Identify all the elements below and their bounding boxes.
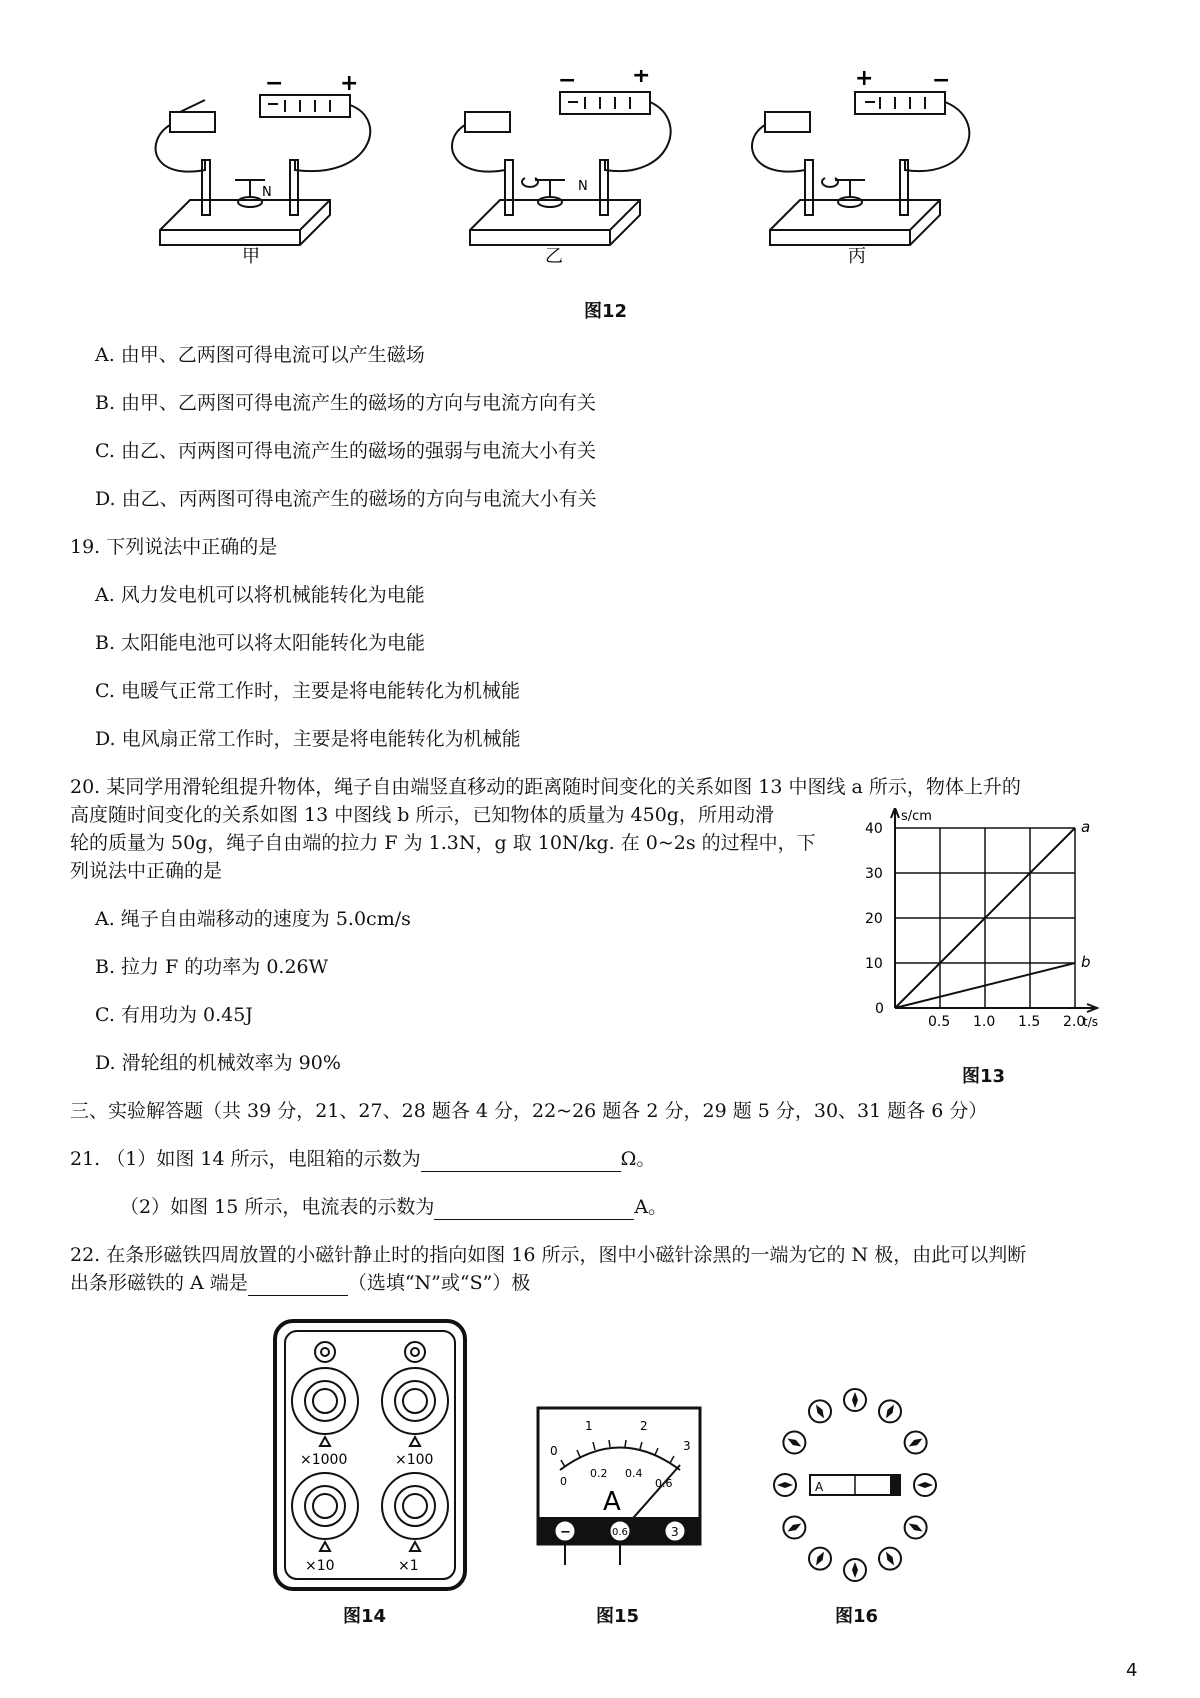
q20-option-c: C. 有用功为 0.45J — [95, 1004, 253, 1026]
multiplier-10: ×10 — [305, 1558, 335, 1574]
figure-16-caption: 图16 — [835, 1606, 879, 1627]
apparatus-bing — [752, 92, 969, 245]
figure-15-ammeter — [535, 1405, 705, 1585]
lower-scale-0: 0 — [560, 1475, 567, 1488]
label-bing: 丙 — [848, 246, 866, 267]
y-tick-label: 20 — [865, 911, 883, 927]
multiplier-1: ×1 — [398, 1558, 419, 1574]
x-tick-label: 1.5 — [1018, 1014, 1041, 1030]
compass-needle — [844, 1559, 866, 1581]
figure-12-drawing — [150, 70, 1030, 300]
label-jia: 甲 — [242, 246, 260, 267]
figure-16-magnet — [770, 1385, 940, 1595]
q20-stem-line-2: 高度随时间变化的关系如图 13 中图线 b 所示，已知物体的质量为 450g，所用动滑 — [70, 804, 774, 826]
q21-line-2 — [120, 1194, 667, 1220]
q20-option-d: D. 滑轮组的机械效率为 90% — [95, 1052, 341, 1074]
q18-option-c: C. 由乙、丙两图可得电流产生的磁场的强弱与电流大小有关 — [95, 440, 596, 462]
q20-stem-line-1: 20. 某同学用滑轮组提升物体，绳子自由端竖直移动的距离随时间变化的关系如图 13 中图线 a 所示，物体上升的 — [70, 776, 1021, 798]
q20-stem-line-3: 轮的质量为 50g，绳子自由端的拉力 F 为 1.3N，g 取 10N/kg. 在 0~2s 的过程中，下 — [70, 832, 816, 854]
page-number: 4 — [1126, 1660, 1138, 1681]
q21-part2-blank[interactable] — [434, 1199, 634, 1220]
compass-needle — [809, 1400, 831, 1422]
sign-jia-right: + — [340, 71, 359, 96]
meter-letter: A — [603, 1487, 621, 1517]
terminal-negative: − — [560, 1525, 571, 1540]
compass-needle — [783, 1517, 805, 1539]
chart-ticks — [865, 821, 1085, 1030]
sign-yi-right: + — [632, 70, 651, 88]
q22-suffix: （选填“N”或“S”）极 — [347, 1272, 531, 1294]
figure-14-resistance-box — [270, 1318, 470, 1593]
q21-part1-unit: Ω。 — [620, 1148, 656, 1170]
figure-13-chart — [855, 808, 1135, 1053]
upper-scale-1: 1 — [585, 1419, 593, 1433]
x-axis-label: t/s — [1083, 1015, 1098, 1029]
q18-option-b: B. 由甲、乙两图可得电流产生的磁场的方向与电流方向有关 — [95, 392, 597, 414]
y-tick-label: 40 — [865, 821, 883, 837]
apparatus-jia — [156, 95, 371, 245]
compass-needle — [879, 1400, 901, 1422]
q20-stem-line-4: 列说法中正确的是 — [70, 860, 223, 882]
sign-bing-right: − — [932, 70, 951, 93]
q18-option-a: A. 由甲、乙两图可得电流可以产生磁场 — [95, 344, 425, 366]
figure-12 — [150, 70, 1030, 300]
q19-option-d: D. 电风扇正常工作时，主要是将电能转化为机械能 — [95, 728, 521, 750]
q22-text: 出条形磁铁的 A 端是 — [70, 1272, 248, 1294]
q19-option-c: C. 电暖气正常工作时，主要是将电能转化为机械能 — [95, 680, 520, 702]
figure-14-caption: 图14 — [343, 1606, 387, 1627]
origin-label: 0 — [875, 1001, 884, 1017]
magnet-a-label: A — [815, 1480, 824, 1494]
sign-bing-left: + — [855, 70, 874, 91]
y-axis-label: s/cm — [901, 809, 932, 824]
series-label-a: a — [1081, 818, 1091, 836]
lower-scale-0-2: 0.2 — [590, 1467, 608, 1480]
compass-needle — [844, 1389, 866, 1411]
compass-needle — [809, 1548, 831, 1570]
apparatus-yi — [452, 92, 671, 245]
series-label-b: b — [1081, 953, 1091, 971]
q21-part2-unit: A。 — [634, 1196, 668, 1218]
upper-scale-2: 2 — [640, 1419, 648, 1433]
sign-yi-left: − — [558, 70, 577, 93]
x-tick-label: 2.0 — [1063, 1014, 1086, 1030]
compass-needle — [783, 1432, 805, 1454]
n-label-jia: N — [262, 185, 272, 200]
x-tick-label: 0.5 — [928, 1014, 951, 1030]
compass-needle — [914, 1474, 936, 1496]
figure-13-caption: 图13 — [962, 1066, 1006, 1087]
lower-scale-0-6: 0.6 — [655, 1477, 673, 1490]
y-tick-label: 30 — [865, 866, 883, 882]
terminal-3: 3 — [671, 1525, 679, 1539]
terminal-0-6: 0.6 — [612, 1527, 628, 1538]
q22-line-2 — [70, 1270, 530, 1296]
q18-option-d: D. 由乙、丙两图可得电流产生的磁场的方向与电流大小有关 — [95, 488, 597, 510]
sign-jia-left: − — [265, 71, 284, 96]
compass-needle — [879, 1548, 901, 1570]
upper-scale-3: 3 — [683, 1439, 691, 1453]
q21-part1-blank[interactable] — [421, 1151, 621, 1172]
compass-needle — [774, 1474, 796, 1496]
upper-scale-0: 0 — [550, 1444, 558, 1458]
compass-needle — [905, 1432, 927, 1454]
q19-stem: 19. 下列说法中正确的是 — [70, 536, 278, 558]
q22-blank[interactable] — [248, 1275, 348, 1296]
n-label-yi: N — [578, 179, 588, 194]
q22-line-1: 22. 在条形磁铁四周放置的小磁针静止时的指向如图 16 所示，图中小磁针涂黑的一端为它的 N 极，由此可以判断 — [70, 1244, 1027, 1266]
y-tick-label: 10 — [865, 956, 883, 972]
multiplier-1000: ×1000 — [300, 1452, 348, 1468]
q20-option-b: B. 拉力 F 的功率为 0.26W — [95, 956, 329, 978]
figure-12-caption: 图12 — [584, 301, 628, 322]
label-yi: 乙 — [545, 246, 563, 267]
q21-line-1 — [70, 1146, 655, 1172]
lower-scale-0-4: 0.4 — [625, 1467, 643, 1480]
q21-part1-text: 21. （1）如图 14 所示，电阻箱的示数为 — [70, 1148, 421, 1170]
compass-needle — [905, 1517, 927, 1539]
q21-part2-text: （2）如图 15 所示，电流表的示数为 — [120, 1196, 435, 1218]
q19-option-b: B. 太阳能电池可以将太阳能转化为电能 — [95, 632, 426, 654]
multiplier-100: ×100 — [395, 1452, 434, 1468]
x-tick-label: 1.0 — [973, 1014, 996, 1030]
figure-15-caption: 图15 — [596, 1606, 640, 1627]
q19-option-a: A. 风力发电机可以将机械能转化为电能 — [95, 584, 425, 606]
section-3-heading: 三、实验解答题（共 39 分，21、27、28 题各 4 分，22~26 题各 2 分，29 题 5 分，30、31 题各 6 分） — [70, 1100, 988, 1122]
q20-option-a: A. 绳子自由端移动的速度为 5.0cm/s — [95, 908, 411, 930]
chart-series — [895, 818, 1091, 1008]
